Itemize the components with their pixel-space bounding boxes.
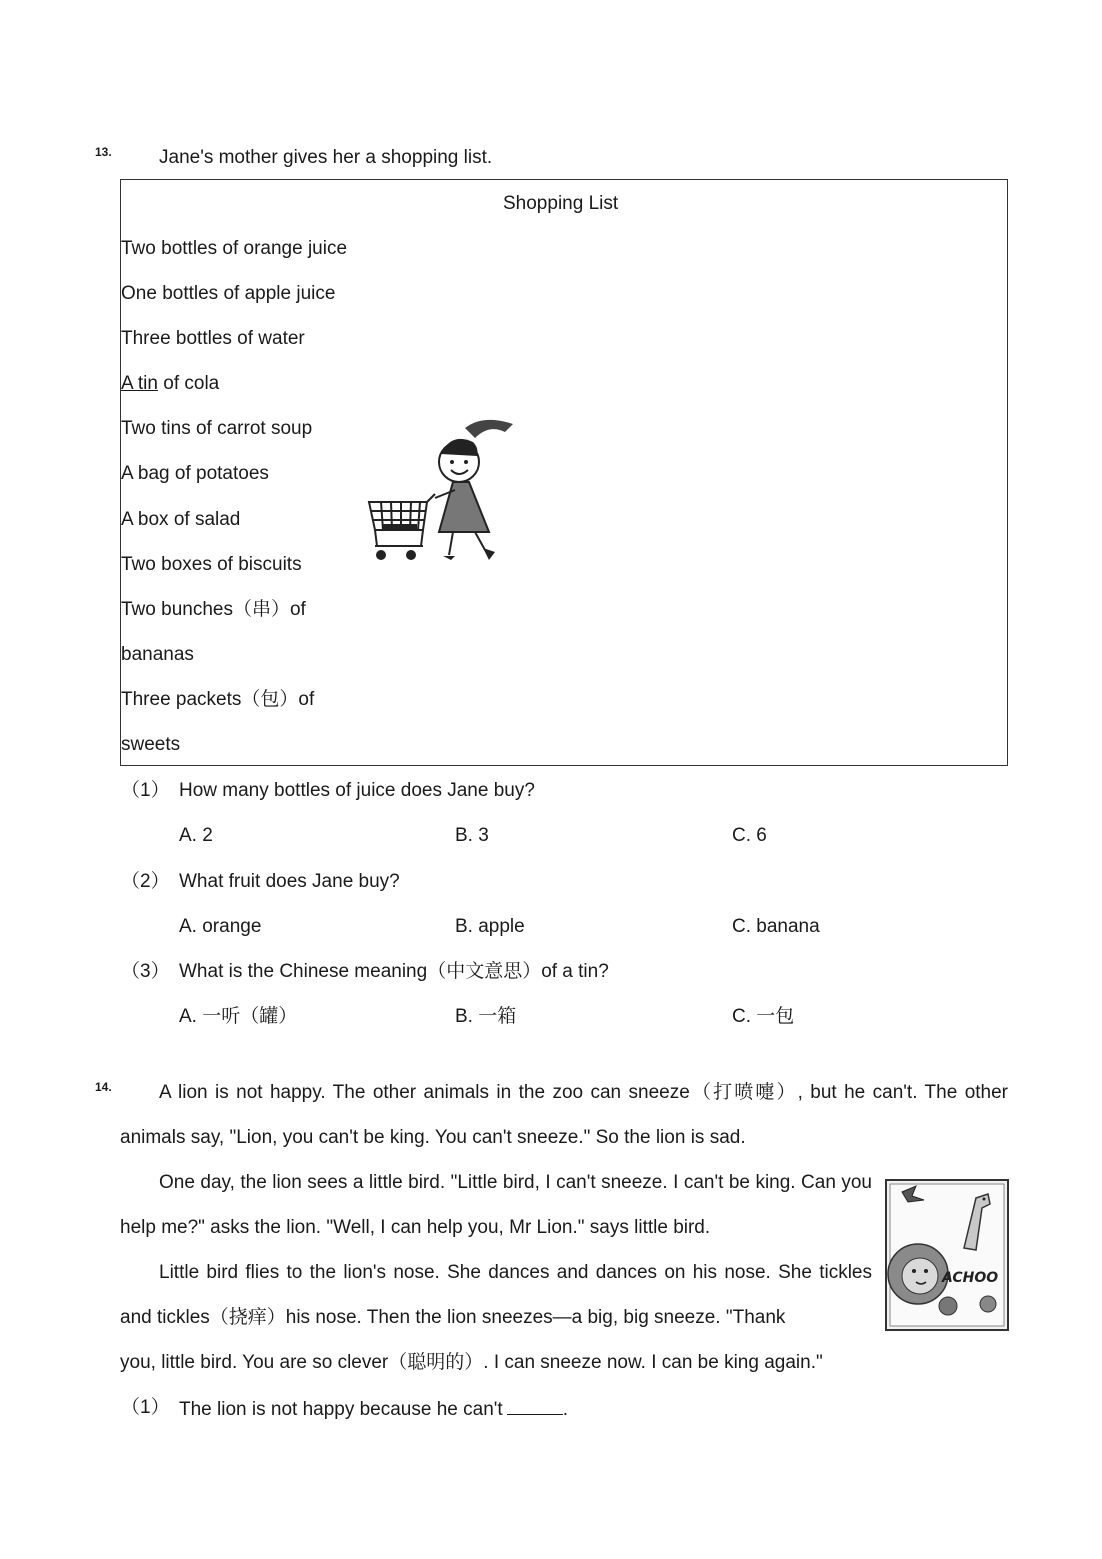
list-item: Two bottles of orange juice — [121, 238, 348, 259]
list-item-rest: of cola — [157, 373, 220, 394]
passage-paragraph-3: Little bird flies to the lion's nose. She dances and dances on his nose. She tickles and tickles（挠痒）his nose. Then the lion sneezes—a big, big sneeze. "Thank — [120, 1262, 872, 1328]
question-13-1-text: How many bottles of juice does Jane buy? — [179, 780, 535, 801]
question-13-intro: Jane's mother gives her a shopping list. — [159, 147, 493, 168]
question-13-3-text: What is the Chinese meaning（中文意思）of a tin? — [179, 961, 609, 982]
question-14-1-end: . — [562, 1399, 568, 1420]
option-c[interactable]: C. 一包 — [732, 1006, 795, 1027]
question-14-1-number: （1） — [121, 1397, 170, 1418]
girl-shopping-cart-illustration — [365, 410, 520, 570]
list-item: Two tins of carrot soup — [121, 418, 313, 439]
question-13-2-number: （2） — [121, 871, 170, 892]
passage-paragraph-1: A lion is not happy. The other animals in the zoo can sneeze（打喷嚏）, but he can't. The other animals say, "Lion, you can't be king. You can't sneeze." So the lion is sad. — [120, 1082, 1008, 1148]
question-number-14: 14. — [95, 1080, 112, 1094]
option-c[interactable]: C. banana — [732, 916, 820, 937]
answer-blank[interactable] — [507, 1396, 563, 1415]
list-item: One bottles of apple juice — [121, 283, 336, 304]
list-item: sweets — [121, 734, 181, 755]
option-b[interactable]: B. 一箱 — [455, 1006, 517, 1027]
option-c[interactable]: C. 6 — [732, 825, 767, 846]
list-item: Three bottles of water — [121, 328, 305, 349]
lion-sneezing-illustration — [884, 1178, 1010, 1332]
shopping-list-title: Shopping List — [503, 193, 619, 214]
option-b[interactable]: B. apple — [455, 916, 525, 937]
option-a[interactable]: A. orange — [179, 916, 262, 937]
question-13-1-number: （1） — [121, 780, 170, 801]
list-item — [121, 372, 219, 396]
list-item: A box of salad — [121, 509, 241, 530]
list-item: A bag of potatoes — [121, 463, 269, 484]
passage-paragraph-2: One day, the lion sees a little bird. "Little bird, I can't sneeze. I can't be king. Can you help me?" asks the lion. "Well, I can help you, Mr Lion." says little bird. — [120, 1172, 872, 1238]
achoo-text: ACHOO — [942, 1270, 999, 1286]
option-b[interactable]: B. 3 — [455, 825, 489, 846]
underlined-a-tin: A tin — [121, 373, 158, 394]
question-14-1-stem: The lion is not happy because he can't — [179, 1399, 503, 1420]
passage-paragraph-3-end: you, little bird. You are so clever（聪明的）. I can sneeze now. I can be king again." — [120, 1352, 823, 1373]
question-13-2-text: What fruit does Jane buy? — [179, 871, 400, 892]
option-a[interactable]: A. 一听（罐） — [179, 1006, 298, 1027]
list-item: Three packets（包）of — [121, 689, 315, 710]
list-item: bananas — [121, 644, 194, 665]
option-a[interactable]: A. 2 — [179, 825, 213, 846]
question-14-1-text — [179, 1396, 568, 1422]
list-item: Two bunches（串）of — [121, 599, 306, 620]
question-13-3-number: （3） — [121, 961, 170, 982]
question-number-13: 13. — [95, 145, 112, 159]
list-item: Two boxes of biscuits — [121, 554, 302, 575]
